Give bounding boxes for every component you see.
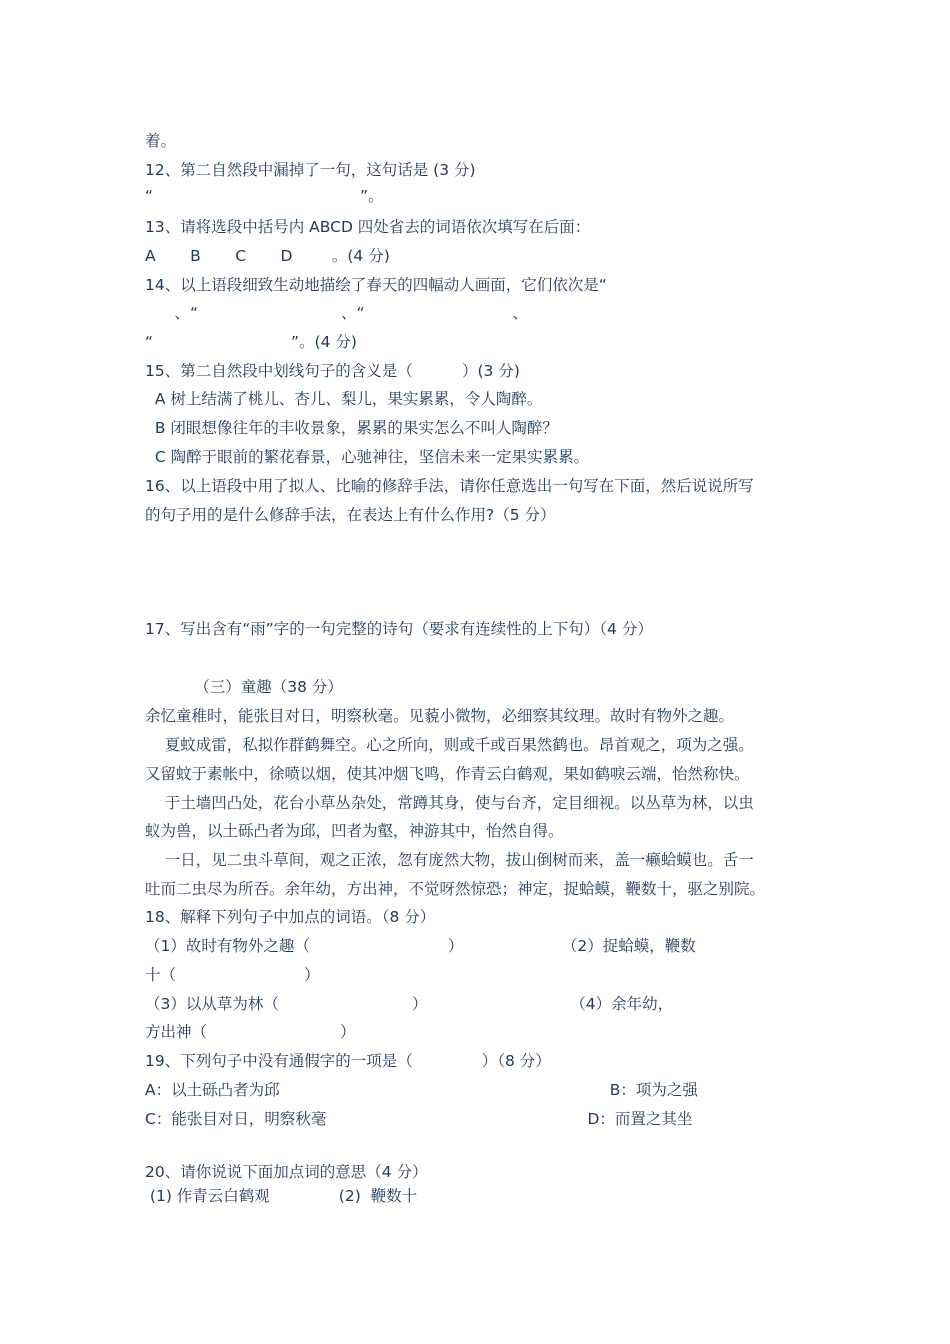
text-line: (1) 作青云白鹤观 (2) 鞭数十 — [145, 1187, 418, 1205]
question-15: 15、第二自然段中划线句子的含义是（ ）(3 分) — [145, 362, 520, 380]
passage-line: 余忆童稚时，能张目对日，明察秋毫。见藐小微物，必细察其纹理。故时有物外之趣。 — [145, 707, 735, 725]
text-line: （1）故时有物外之趣（ ） （2）捉蛤蟆，鞭数 — [145, 937, 696, 955]
answer-blank: “ ”。 — [145, 187, 384, 205]
question-14: 14、以上语段细致生动地描绘了春天的四幅动人画面，它们依次是“ — [145, 276, 607, 294]
text-line: 着。 — [145, 132, 177, 150]
passage-line: 夏蚊成雷，私拟作群鹤舞空。心之所向，则或千或百果然鹤也。昂首观之，项为之强。 — [145, 736, 754, 754]
passage-line: 一日，见二虫斗草间，观之正浓，忽有庞然大物，拔山倒树而来，盖一癞蛤蟆也。舌一 — [145, 851, 754, 869]
question-16: 16、以上语段中用了拟人、比喻的修辞手法，请你任意选出一句写在下面，然后说说所写 — [145, 477, 754, 495]
answer-blank: “ ”。(4 分) — [145, 333, 357, 351]
section-title: （三）童趣（38 分） — [145, 678, 343, 696]
text-line: 十（ ） — [145, 966, 320, 984]
answer-blank: A B C D 。(4 分) — [145, 247, 390, 265]
question-17: 17、写出含有“雨”字的一句完整的诗句（要求有连续性的上下句）（4 分） — [145, 620, 653, 638]
passage-line: 于土墙凹凸处，花台小草丛杂处，常蹲其身，使与台齐，定目细视。以丛草为林，以虫 — [145, 794, 754, 812]
question-20: 20、请你说说下面加点词的意思（4 分） — [145, 1163, 428, 1181]
text-line: A：以土砾凸者为邱 B：项为之强 — [145, 1081, 698, 1099]
question-12: 12、第二自然段中漏掉了一句，这句话是 (3 分) — [145, 161, 476, 179]
text-line: 的句子用的是什么修辞手法，在表达上有什么作用?（5 分） — [145, 506, 556, 524]
answer-blank: 、“ 、“ 、 — [145, 304, 528, 322]
option-b: B 闭眼想像往年的丰收景象，累累的果实怎么不叫人陶醉？ — [145, 419, 558, 437]
text-line: C：能张目对日，明察秋毫 D：而置之其坐 — [145, 1110, 693, 1128]
option-a: A 树上结满了桃儿、杏儿、梨儿，果实累累，令人陶醉。 — [145, 390, 543, 408]
passage-line: 吐而二虫尽为所吞。余年幼，方出神，不觉呀然惊恐；神定，捉蛤蟆，鞭数十，驱之别院。 — [145, 880, 766, 898]
question-18: 18、解释下列句子中加点的词语。（8 分） — [145, 908, 436, 926]
passage-line: 又留蚊于素帐中，徐喷以烟，使其冲烟飞鸣，作青云白鹤观，果如鹤唳云端，怡然称快。 — [145, 765, 750, 783]
text-line: （3）以从草为林（ ） （4）余年幼， — [145, 995, 674, 1013]
question-13: 13、请将选段中括号内 ABCD 四处省去的词语依次填写在后面： — [145, 218, 591, 236]
question-19: 19、下列句子中没有通假字的一项是（ ）（8 分） — [145, 1052, 551, 1070]
passage-line: 蚁为兽，以土砾凸者为邱，凹者为壑，神游其中，怡然自得。 — [145, 822, 564, 840]
text-line: 方出神（ ） — [145, 1023, 356, 1041]
option-c: C 陶醉于眼前的繁花春景，心驰神往，坚信未来一定果实累累。 — [145, 448, 590, 466]
